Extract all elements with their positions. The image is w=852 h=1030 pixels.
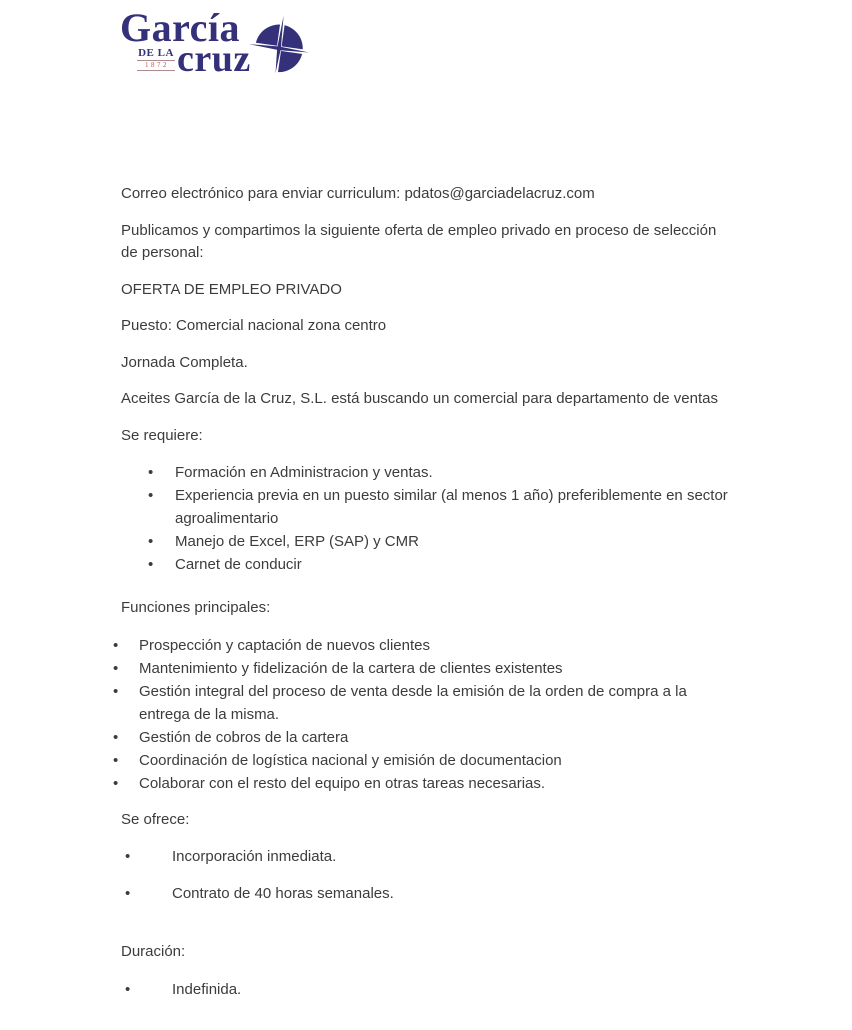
list-item — [121, 461, 735, 484]
paragraph-jornada: Jornada Completa. — [121, 353, 248, 371]
paragraph-empresa: Aceites García de la Cruz, S.L. está buscando un comercial para departamento de ventas — [121, 390, 718, 407]
heading-se-requiere: Se requiere: — [121, 426, 203, 444]
functions-list — [113, 634, 735, 795]
logo-text-de-la: DE LA — [138, 47, 174, 59]
list-item — [121, 484, 735, 530]
heading-duracion: Duración: — [121, 943, 186, 960]
list-item-text: Experiencia previa en un puesto similar (al menos 1 año) preferiblemente en sector agroalimentario — [175, 487, 728, 527]
offer-list — [121, 845, 735, 905]
paragraph-email: Correo electrónico para enviar curriculum: pdatos@garciadelacruz.com — [121, 185, 595, 202]
document-body — [113, 183, 735, 1015]
list-item — [113, 726, 735, 749]
list-item-text: Formación en Administracion y ventas. — [175, 464, 433, 481]
list-item — [113, 657, 735, 680]
bullet-icon: • — [148, 487, 154, 504]
bullet-icon: • — [125, 980, 131, 998]
list-item-text: Incorporación inmediata. — [172, 848, 337, 865]
heading-oferta: OFERTA DE EMPLEO PRIVADO — [121, 280, 342, 298]
bullet-icon: • — [125, 885, 131, 902]
list-item-text: Carnet de conducir — [175, 556, 302, 573]
list-item — [113, 680, 735, 726]
list-item-text: Manejo de Excel, ERP (SAP) y CMR — [175, 533, 419, 550]
paragraph-intro: Publicamos y compartimos la siguiente oferta de empleo privado en proceso de selección de personal: — [121, 221, 717, 261]
bullet-icon: • — [148, 533, 154, 550]
list-item-text: Coordinación de logística nacional y emisión de documentacion — [139, 751, 562, 769]
list-item-text: Prospección y captación de nuevos clientes — [139, 636, 431, 654]
bullet-icon: • — [148, 464, 154, 481]
list-item-text: Indefinida. — [172, 980, 242, 998]
bullet-icon: • — [113, 751, 119, 769]
company-logo — [120, 5, 320, 80]
list-item-text: Gestión de cobros de la cartera — [139, 728, 349, 746]
logo-text-cruz: cruz — [177, 38, 251, 80]
logo-subtext — [137, 48, 175, 71]
list-item — [121, 553, 735, 576]
requirements-list — [121, 461, 735, 576]
list-item — [113, 772, 735, 795]
heading-se-ofrece: Se ofrece: — [121, 810, 190, 828]
heading-funciones: Funciones principales: — [121, 599, 271, 616]
list-item-text: Colaborar con el resto del equipo en otras tareas necesarias. — [139, 774, 546, 792]
logo-year: 1872 — [137, 60, 175, 71]
duration-list — [121, 978, 735, 1001]
list-item — [121, 845, 735, 868]
list-item-text: Gestión integral del proceso de venta desde la emisión de la orden de compra a la entrega de la misma. — [139, 682, 687, 723]
bullet-icon: • — [113, 659, 119, 677]
bullet-icon: • — [148, 556, 154, 573]
list-item — [121, 978, 735, 1001]
cross-orb-icon — [246, 12, 312, 82]
bullet-icon: • — [113, 682, 119, 700]
list-item — [113, 634, 735, 657]
bullet-icon: • — [113, 728, 119, 746]
paragraph-puesto: Puesto: Comercial nacional zona centro — [121, 317, 387, 334]
bullet-icon: • — [125, 848, 131, 865]
list-item-text: Mantenimiento y fidelización de la cartera de clientes existentes — [139, 659, 563, 677]
list-item — [113, 749, 735, 772]
list-item — [121, 530, 735, 553]
logo-text-garcia: García — [120, 5, 241, 50]
list-item — [121, 882, 735, 905]
bullet-icon: • — [113, 636, 119, 654]
list-item-text: Contrato de 40 horas semanales. — [172, 885, 394, 902]
bullet-icon: • — [113, 774, 119, 792]
